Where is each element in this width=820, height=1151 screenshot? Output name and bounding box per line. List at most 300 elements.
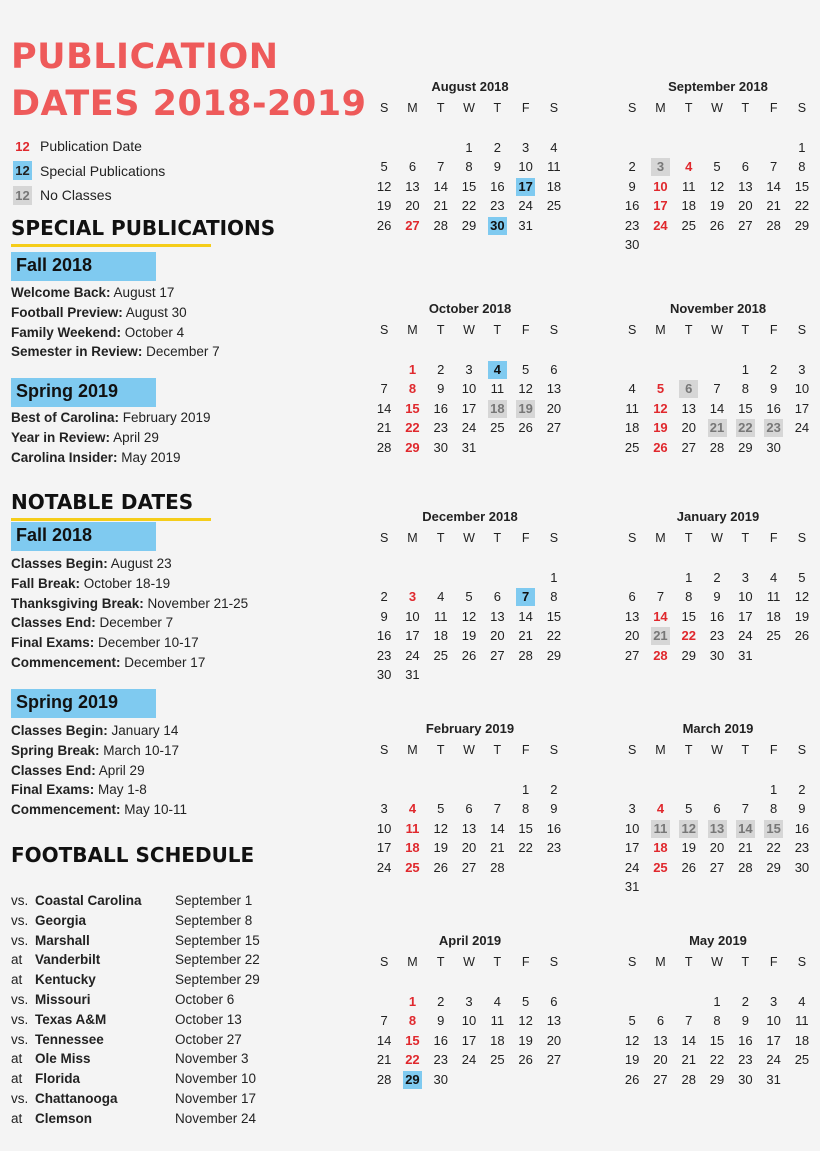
empty-day [370,780,398,800]
date-item-label: Commencement: [11,654,121,670]
calendar-day [618,858,646,878]
day-number: 11 [795,1013,809,1029]
empty-day [370,568,398,588]
grid-spacer [370,119,398,139]
grid-spacer [370,341,398,361]
day-number: 21 [376,1052,392,1068]
day-number: 30 [709,647,725,663]
grid-spacer [788,761,816,781]
grid-spacer [370,761,398,781]
day-number: 24 [461,420,477,436]
weekday-header: W [463,323,475,337]
calendar-day [427,1012,455,1032]
month-calendar [370,505,570,685]
day-number: 2 [628,159,636,175]
date-item-label: Classes Begin: [11,723,108,738]
game-date: November 24 [175,1110,257,1126]
day-number: 1 [798,139,806,155]
day-number: 8 [522,801,530,817]
month-calendar [370,717,570,878]
day-number: 28 [433,217,448,233]
day-number: 10 [518,159,533,175]
weekday-header: W [711,101,723,115]
day-number: 17 [461,400,477,416]
grid-spacer [618,341,646,361]
calendar-day [731,627,759,647]
calendar-day [455,646,483,666]
day-number: 28 [766,217,781,233]
calendar-day [675,568,703,588]
empty-day [618,360,646,380]
empty-day [646,360,674,380]
date-item [11,743,187,763]
day-number: 1 [685,569,693,585]
day-number: 14 [376,1032,392,1048]
calendar-day [731,360,759,380]
calendar-day [788,568,816,588]
date-item-label: Semester in Review: [11,344,143,360]
empty-day [646,138,674,158]
calendar-day [483,177,511,197]
calendar-day [703,568,731,588]
calendar-day [427,360,455,380]
date-item [11,325,220,345]
publication-day [646,380,674,400]
calendar-day [759,588,787,608]
no-classes-day [646,819,674,839]
day-number: 1 [713,993,721,1009]
day-number: 1 [465,139,473,155]
day-number: 28 [376,439,392,455]
day-number: 18 [405,840,420,856]
day-number: 15 [461,178,477,194]
special-publication-day [511,588,539,608]
publication-day [398,819,426,839]
day-number: 20 [681,420,696,436]
day-number: 21 [376,420,392,436]
day-number: 27 [681,439,696,455]
day-number: 28 [681,1071,696,1087]
day-number: 28 [709,439,725,455]
calendar-day [675,438,703,458]
calendar-day [511,800,539,820]
day-number: 7 [516,588,535,606]
date-item [11,285,220,305]
day-number: 5 [685,801,693,817]
day-number: 8 [798,159,806,175]
grid-spacer [398,119,426,139]
day-number: 20 [738,198,753,214]
calendar-day [540,1012,568,1032]
game-date: September 15 [175,932,260,948]
day-number: 21 [518,628,533,644]
day-number: 24 [376,859,392,875]
calendar-day [427,197,455,217]
weekday-header: T [493,531,502,545]
publication-day [398,216,426,236]
weekday-header: T [684,101,693,115]
term-label-spring-2019: Spring 2019 [11,689,156,718]
day-number: 17 [624,840,640,856]
calendar-day [427,588,455,608]
calendar-day [455,819,483,839]
calendar-day [618,236,646,256]
calendar-day [483,1031,511,1051]
day-number: 29 [709,1071,725,1087]
date-item-label: Final Exams: [11,635,95,651]
no-classes-day [703,419,731,439]
calendar-day [618,607,646,627]
day-number: 15 [405,400,420,416]
calendar-day [788,197,816,217]
day-number: 16 [709,608,725,624]
special-fall-list [11,285,220,364]
empty-day [618,780,646,800]
day-number: 29 [405,439,420,455]
day-number: 16 [376,628,392,644]
empty-day [731,138,759,158]
day-number: 6 [550,993,558,1009]
date-item [11,655,248,675]
day-number: 17 [516,178,535,196]
date-item-label: Final Exams: [11,782,95,798]
calendar-day [427,380,455,400]
day-number: 11 [433,608,448,624]
game-row [11,913,260,933]
date-item [11,635,248,655]
calendar-day [759,360,787,380]
calendar-day [540,568,568,588]
empty-day [427,780,455,800]
term-label-spring-2019: Spring 2019 [11,378,156,407]
empty-day [455,780,483,800]
day-number: 31 [461,439,477,455]
day-number: 10 [405,608,420,624]
day-number: 18 [490,1032,505,1048]
calendar-day [759,438,787,458]
calendar-day [788,858,816,878]
grid-spacer [427,341,455,361]
day-number: 3 [628,801,636,817]
legend [13,134,165,208]
weekday-header: T [493,955,502,969]
game-opponent: Clemson [35,1110,93,1126]
calendar-day [483,819,511,839]
date-item [11,305,220,325]
date-item-label: Welcome Back: [11,285,111,300]
month-calendar [618,929,818,1090]
day-number: 28 [653,647,668,663]
day-number: 15 [518,820,533,836]
calendar-day [731,588,759,608]
day-number: 5 [380,159,388,175]
day-number: 26 [624,1071,640,1087]
day-number: 23 [376,647,392,663]
calendar-day [540,607,568,627]
day-number: 20 [461,840,477,856]
month-calendar [370,297,570,458]
calendar-day [540,1051,568,1071]
calendar-day [370,1031,398,1051]
calendar-day [483,197,511,217]
game-row [11,933,260,953]
day-number: 29 [681,647,696,663]
weekday-header: T [741,531,750,545]
calendar-day [370,607,398,627]
grid-spacer [703,341,731,361]
month-grid [370,529,570,685]
game-opponent: Kentucky [35,972,96,988]
calendar-day [731,1031,759,1051]
calendar-day [427,177,455,197]
day-number: 23 [433,1052,448,1068]
calendar-day [455,627,483,647]
day-number: 17 [738,608,753,624]
grid-spacer [370,549,398,569]
weekday-header: S [549,323,559,337]
grid-spacer [483,973,511,993]
grid-spacer [788,549,816,569]
calendar-day [370,666,398,686]
calendar-day [511,360,539,380]
day-number: 18 [653,840,668,856]
calendar-day [759,992,787,1012]
calendar-day [370,858,398,878]
date-item [11,410,211,430]
calendar-day [759,858,787,878]
day-number: 3 [798,361,806,377]
day-number: 5 [628,1013,636,1029]
day-number: 3 [522,139,530,155]
publication-day [646,646,674,666]
weekday-header: W [463,101,475,115]
calendar-day [483,800,511,820]
no-classes-day [646,627,674,647]
game-site: vs. [11,1011,29,1027]
day-number: 12 [709,178,725,194]
calendar-day [540,780,568,800]
calendar-day [788,800,816,820]
calendar-day [483,627,511,647]
day-number: 16 [433,400,448,416]
weekday-header: S [549,531,559,545]
day-number: 17 [794,400,810,416]
calendar-day [759,380,787,400]
date-item [11,802,187,822]
grid-spacer [731,119,759,139]
day-number: 24 [794,420,810,436]
day-number: 3 [465,993,473,1009]
date-item-value: December 17 [120,654,206,670]
legend-label: Special Publications [40,162,166,179]
day-number: 9 [741,1013,749,1029]
day-number: 12 [461,608,477,624]
weekday-header: S [797,743,807,757]
date-item-label: Fall Break: [11,575,81,591]
empty-day [618,138,646,158]
game-date: October 27 [175,1031,242,1047]
day-number: 8 [713,1013,721,1029]
day-number: 19 [653,420,668,436]
day-number: 2 [437,993,445,1009]
month-title: October 2018 [428,301,512,316]
calendar-day [427,607,455,627]
game-site: at [11,1071,23,1087]
calendar-day [455,1051,483,1071]
day-number: 11 [681,178,696,194]
empty-day [398,138,426,158]
empty-day [370,992,398,1012]
game-site: at [11,1110,23,1126]
weekday-header: S [379,743,389,757]
no-classes-day [675,819,703,839]
day-number: 17 [405,628,420,644]
day-number: 11 [490,1013,505,1029]
legend-label: Publication Date [40,138,142,155]
day-number: 27 [546,420,562,436]
calendar-day [483,138,511,158]
calendar-day [788,1012,816,1032]
day-number: 21 [490,840,505,856]
day-number: 26 [653,439,668,455]
day-number: 25 [624,439,640,455]
weekday-header: S [797,531,807,545]
calendar-day [540,800,568,820]
month-title: August 2018 [431,79,509,94]
grid-spacer [703,119,731,139]
no-classes-swatch: 12 [13,186,32,205]
day-number: 27 [738,217,753,233]
day-number: 8 [465,159,473,175]
day-number: 12 [794,589,810,605]
grid-spacer [398,341,426,361]
empty-day [675,780,703,800]
calendar-day [370,419,398,439]
day-number: 9 [628,178,636,194]
calendar-day [511,419,539,439]
game-opponent: Georgia [35,912,87,928]
weekday-header: T [684,531,693,545]
calendar-day [540,360,568,380]
day-number: 3 [408,589,417,605]
day-number: 4 [493,993,501,1009]
legend-item-publication [13,134,165,159]
date-item-value: March 10-17 [99,742,180,758]
publication-day [398,588,426,608]
empty-day [646,992,674,1012]
day-number: 10 [376,820,392,836]
day-number: 12 [653,400,668,416]
day-number: 12 [518,381,533,397]
month-title: September 2018 [668,79,768,94]
empty-day [675,138,703,158]
day-number: 24 [461,1052,477,1068]
grid-spacer [511,761,539,781]
calendar-day [731,380,759,400]
calendar-day [618,438,646,458]
date-item-value: January 14 [107,723,179,738]
day-number: 20 [624,628,640,644]
calendar-day [731,568,759,588]
day-number: 17 [653,198,668,214]
calendar-day [618,1051,646,1071]
weekday-header: S [797,323,807,337]
calendar-day [703,1070,731,1090]
day-number: 16 [766,400,781,416]
grid-spacer [540,973,568,993]
day-number: 11 [766,589,781,605]
empty-day [398,568,426,588]
calendar-day [618,800,646,820]
day-number: 8 [685,589,693,605]
day-number: 25 [490,420,505,436]
month-title: January 2019 [676,509,760,524]
date-item-value: May 2019 [117,449,181,465]
day-number: 13 [546,381,562,397]
grid-spacer [540,761,568,781]
day-number: 4 [770,569,778,585]
calendar-day [759,1031,787,1051]
day-number: 10 [738,589,753,605]
publication-day [646,197,674,217]
term-label-fall-2018: Fall 2018 [11,522,156,551]
day-number: 31 [766,1071,781,1087]
publication-day [646,800,674,820]
day-number: 12 [518,1013,533,1029]
date-item-label: Year in Review: [11,429,111,445]
day-number: 7 [713,381,721,397]
date-item-label: Football Preview: [11,304,123,320]
day-number: 13 [405,178,420,194]
legend-item-special [13,159,165,184]
grid-spacer [646,761,674,781]
date-item [11,344,220,364]
calendar-day [370,839,398,859]
date-item [11,450,211,470]
weekday-header: F [769,743,778,757]
weekday-header: S [549,101,559,115]
game-date: November 10 [175,1071,257,1087]
calendar-day [398,666,426,686]
day-number: 10 [794,381,810,397]
calendar-day [618,1012,646,1032]
calendar-day [788,360,816,380]
weekday-header: W [463,531,475,545]
calendar-day [618,197,646,217]
day-number: 19 [516,400,535,418]
weekday-header: T [493,743,502,757]
day-number: 7 [656,589,665,605]
weekday-header: T [741,743,750,757]
day-number: 24 [405,647,420,663]
calendar-day [370,1051,398,1071]
month-calendar [618,75,818,255]
calendar-day [788,138,816,158]
month-title: February 2019 [425,721,515,736]
day-number: 3 [741,569,749,585]
publication-day [646,177,674,197]
date-item-label: Carolina Insider: [11,449,118,465]
day-number: 20 [709,840,725,856]
game-opponent: Florida [35,1071,81,1087]
weekday-header: S [549,743,559,757]
calendar-day [703,646,731,666]
calendar-day [455,419,483,439]
legend-label: No Classes [40,187,112,204]
weekday-header: M [655,955,666,969]
calendar-day [511,216,539,236]
day-number: 22 [681,628,696,644]
